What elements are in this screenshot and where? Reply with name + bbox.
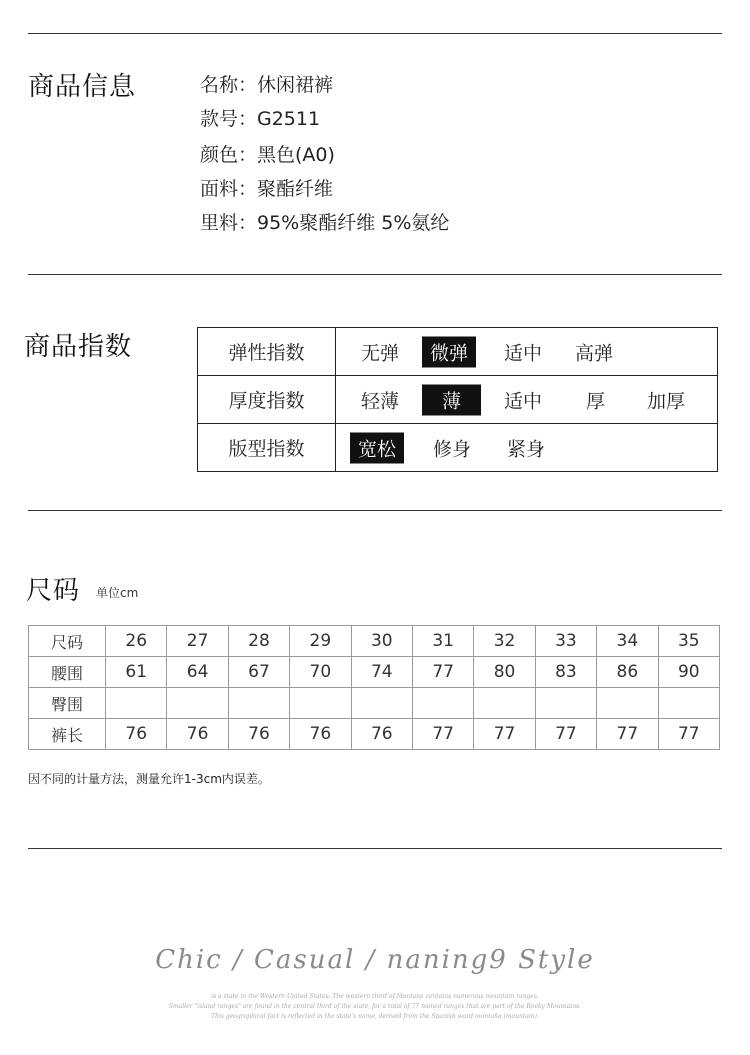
divider-index [28,510,722,511]
size-header-cell: 尺码 [29,626,106,657]
info-color: 颜色：黑色(A0) [200,144,335,166]
measurement-note: 因不同的计量方法，测量允许1-3cm内误差。 [28,772,270,786]
table-cell: 76 [228,719,289,750]
index-option: 高弹 [575,342,614,364]
table-cell: 74 [351,657,412,688]
table-cell: 29 [290,626,351,657]
table-cell: 77 [535,719,596,750]
index-label: 弹性指数 [198,328,336,376]
index-section-title: 商品指数 [24,332,133,362]
table-cell: 77 [597,719,658,750]
table-cell: 28 [228,626,289,657]
index-row-elasticity [198,328,718,376]
size-header-cell: 裤长 [29,719,106,750]
table-cell: 26 [106,626,167,657]
index-option: 加厚 [647,390,686,412]
index-label: 版型指数 [198,424,336,472]
index-option: 修身 [433,438,472,460]
table-cell: 64 [167,657,228,688]
index-option-selected: 微弹 [422,336,476,367]
table-cell: 61 [106,657,167,688]
table-cell: 83 [535,657,596,688]
table-cell: 77 [658,719,719,750]
size-table [28,625,720,750]
index-option: 无弹 [361,342,400,364]
table-cell: 76 [351,719,412,750]
size-section-title: 尺码 [26,576,81,606]
info-section-title: 商品信息 [28,72,137,102]
table-cell: 70 [290,657,351,688]
table-cell: 30 [351,626,412,657]
table-cell: 35 [658,626,719,657]
info-style-number: 款号：G2511 [200,108,321,130]
table-cell: 31 [412,626,473,657]
table-cell: 76 [167,719,228,750]
fine-print-line: is a state in the Western United States. The western third of Montana contains numerous mountain ranges. [211,993,539,1000]
size-unit-label: 单位cm [96,586,139,600]
table-row [29,626,720,657]
index-options [336,328,718,376]
table-cell [290,688,351,719]
info-name: 名称：休闲裙裤 [200,74,334,96]
table-cell: 76 [290,719,351,750]
index-option: 轻薄 [361,390,400,412]
table-cell: 77 [474,719,535,750]
table-cell [535,688,596,719]
table-cell: 27 [167,626,228,657]
size-header-cell: 臀围 [29,688,106,719]
table-cell: 77 [412,657,473,688]
table-cell: 90 [658,657,719,688]
table-cell [658,688,719,719]
table-cell [167,688,228,719]
table-cell: 67 [228,657,289,688]
index-row-thickness [198,376,718,424]
index-options [336,376,718,424]
index-option-selected: 宽松 [350,432,404,463]
table-cell: 76 [106,719,167,750]
divider-bottom [28,848,722,849]
size-header-cell: 腰围 [29,657,106,688]
index-label: 厚度指数 [198,376,336,424]
product-info-list [200,68,449,240]
brand-tagline: Chic / Casual / naning9 Style [155,945,595,975]
table-row [29,688,720,719]
fine-print-line: This geographical fact is reflected in the state's name, derived from the Spanish word montaña (mountain). [211,1013,539,1020]
fine-print-line: Smaller "island ranges" are found in the central third of the state, for a total of 77 named ranges that are part of the Rocky Mountains. [168,1003,582,1010]
divider-top [28,33,722,34]
table-cell: 80 [474,657,535,688]
info-fabric: 面料：聚酯纤维 [200,178,334,200]
table-cell: 34 [597,626,658,657]
table-cell: 86 [597,657,658,688]
table-cell: 77 [412,719,473,750]
divider-info [28,274,722,275]
info-lining: 里料：95%聚酯纤维 5%氨纶 [200,212,450,234]
index-option: 适中 [504,342,543,364]
table-row [29,657,720,688]
table-cell [474,688,535,719]
index-row-fit [198,424,718,472]
index-option-selected: 薄 [422,384,481,415]
table-cell [228,688,289,719]
table-cell [351,688,412,719]
product-index-table [197,327,718,472]
index-option: 紧身 [507,438,546,460]
table-cell [597,688,658,719]
table-cell: 32 [474,626,535,657]
index-option: 厚 [586,390,606,412]
table-cell [412,688,473,719]
index-option: 适中 [504,390,543,412]
table-cell [106,688,167,719]
index-options [336,424,718,472]
table-cell: 33 [535,626,596,657]
table-row [29,719,720,750]
